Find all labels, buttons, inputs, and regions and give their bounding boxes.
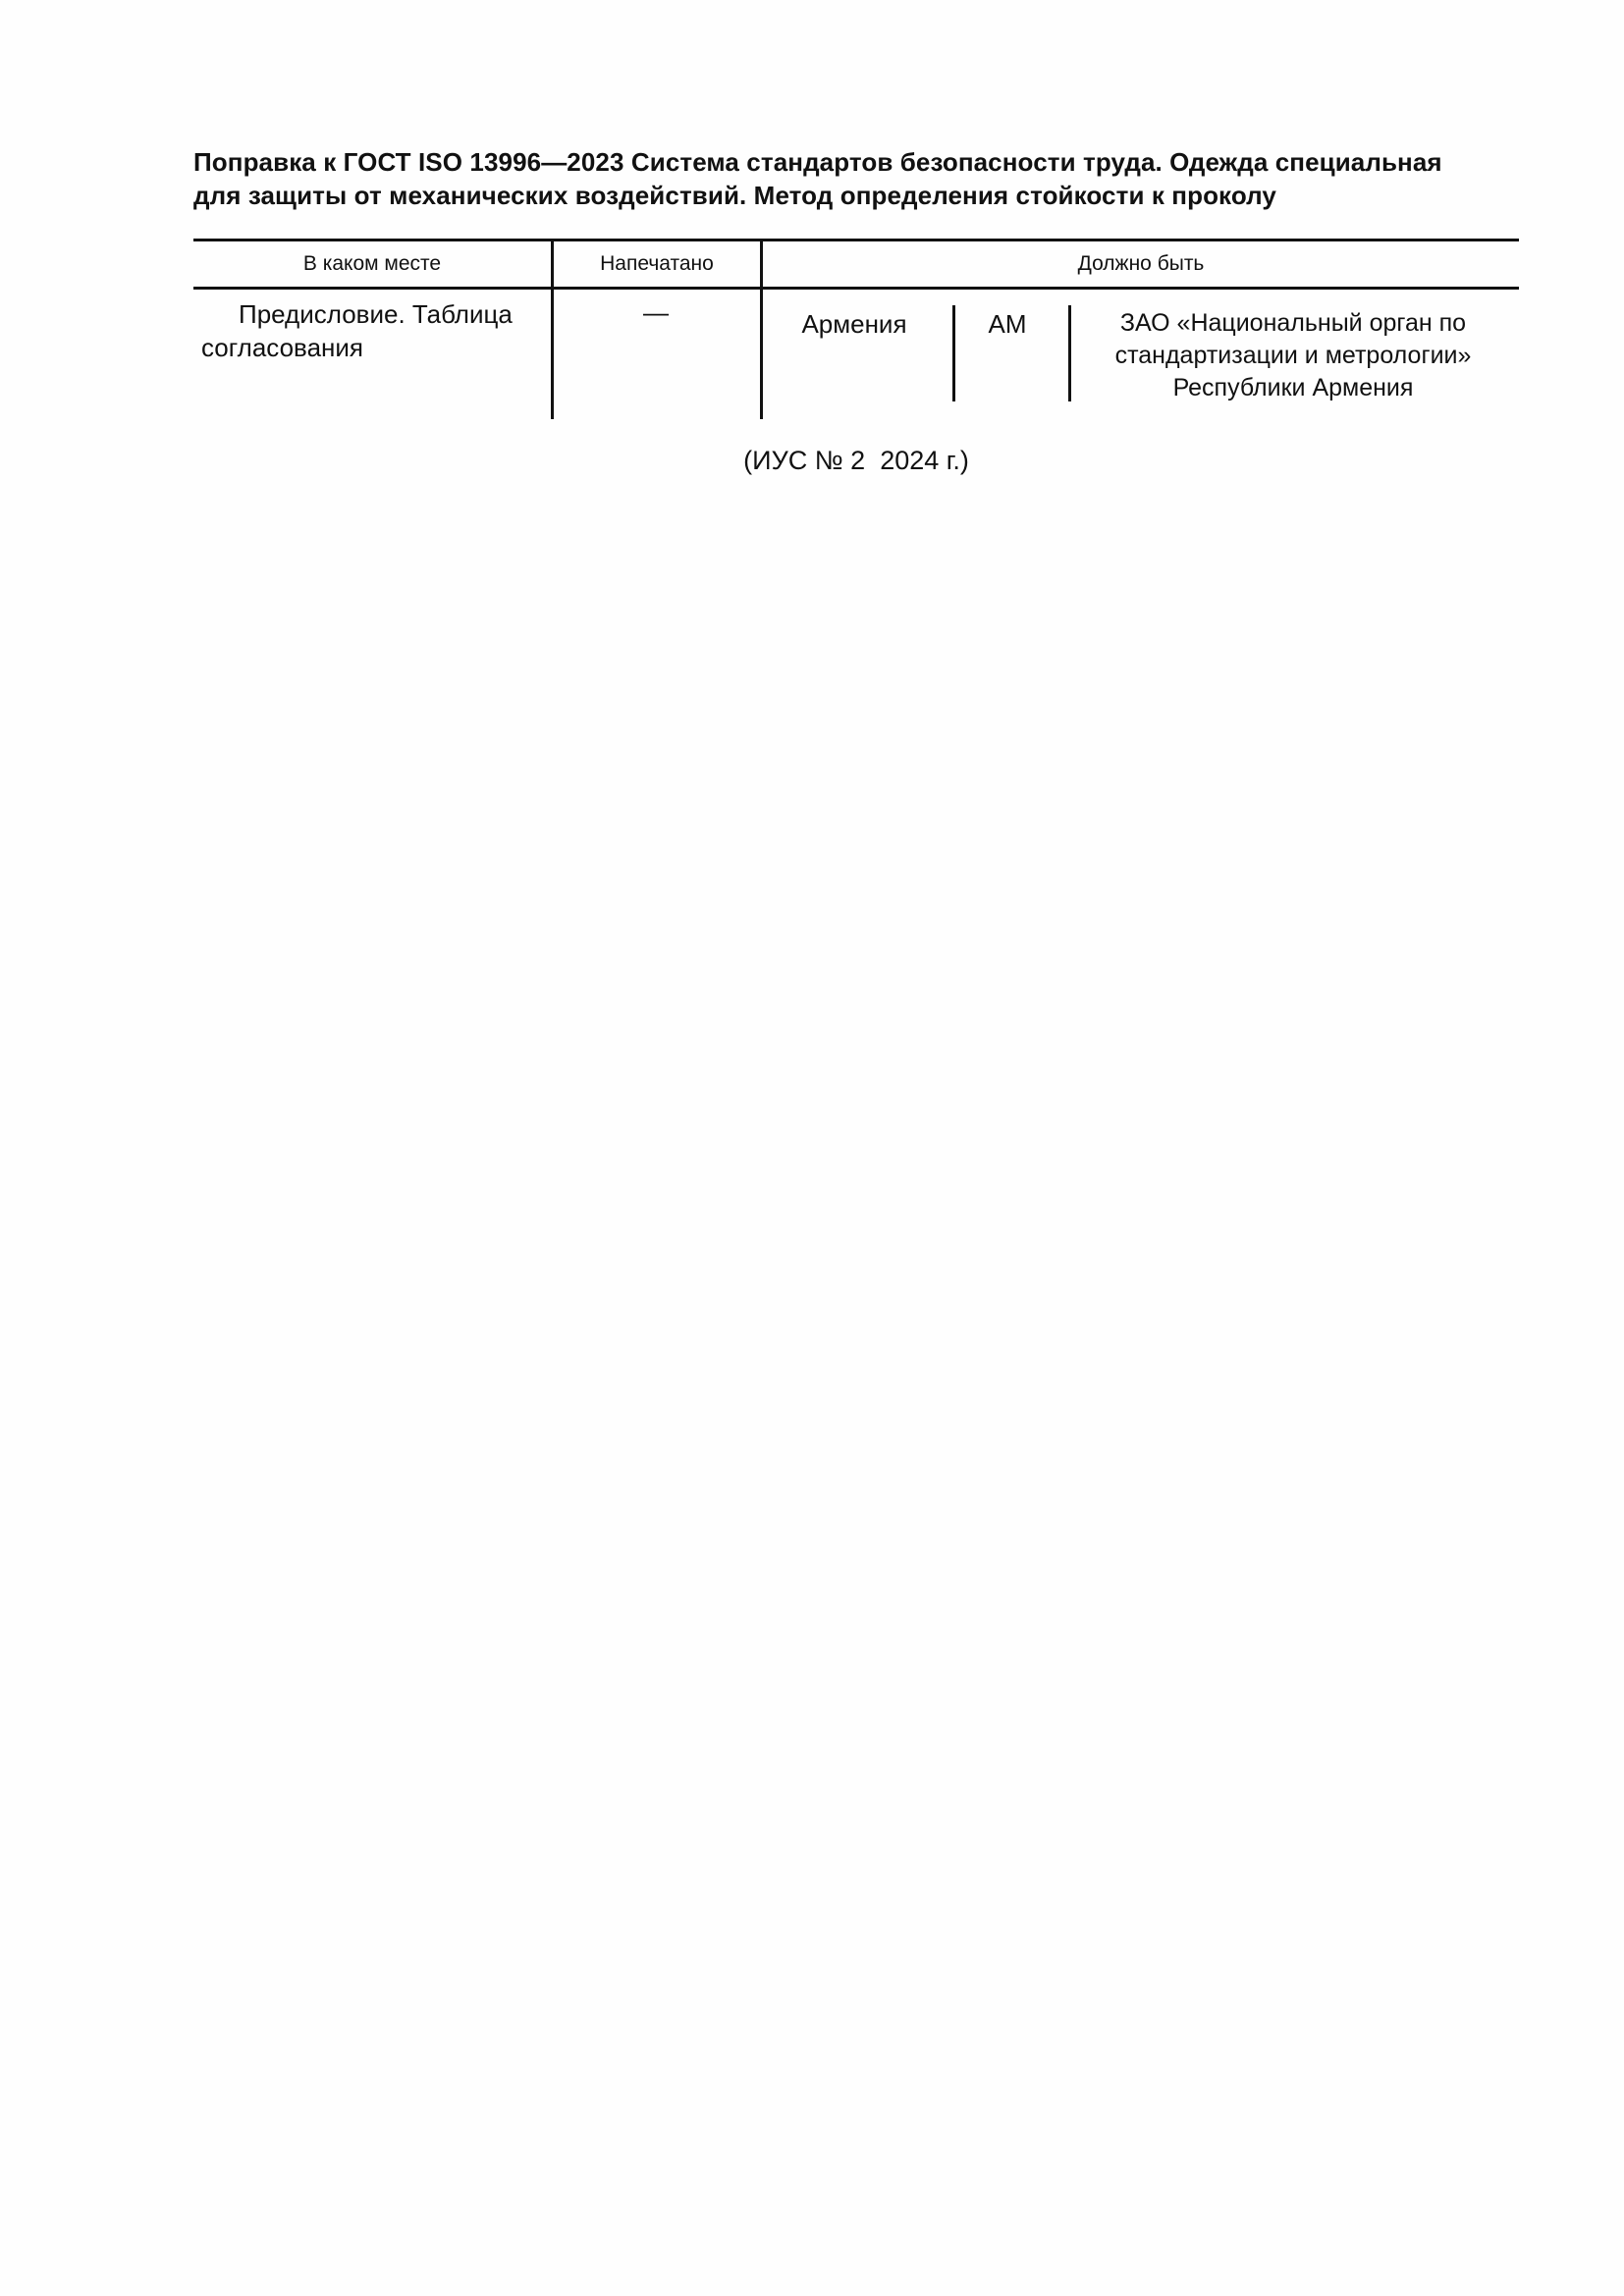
cell-printed: — xyxy=(643,297,669,327)
cell-place xyxy=(201,297,535,364)
cell-organization-line-2: стандартизации и метрологии» xyxy=(1114,342,1472,369)
column-divider-code xyxy=(1068,305,1071,401)
header-printed: Напечатано xyxy=(600,252,714,275)
header-should-be: Должно быть xyxy=(1077,252,1205,275)
table-header-rule xyxy=(193,287,1519,290)
title-line-2: для защиты от механических воздействий. Метод определения стойкости к проколу xyxy=(193,181,1276,210)
cell-country-code: АМ xyxy=(988,309,1027,339)
title-line-1: Поправка к ГОСТ ISO 13996—2023 Система стандартов безопасности труда. Одежда специальная xyxy=(193,147,1442,177)
correction-table xyxy=(193,239,1519,419)
cell-organization-line-3: Республики Армения xyxy=(1172,374,1414,401)
document-title xyxy=(193,145,1519,212)
cell-organization-line-1: ЗАО «Национальный орган по xyxy=(1119,309,1467,337)
ius-reference-note: (ИУС № 2 2024 г.) xyxy=(743,446,969,475)
cell-country: Армения xyxy=(801,309,907,339)
cell-place-line-2: согласования xyxy=(201,333,363,362)
cell-organization xyxy=(1072,307,1514,404)
cell-place-line-1: Предисловие. Таблица xyxy=(239,299,513,329)
header-place: В каком месте xyxy=(302,252,442,275)
